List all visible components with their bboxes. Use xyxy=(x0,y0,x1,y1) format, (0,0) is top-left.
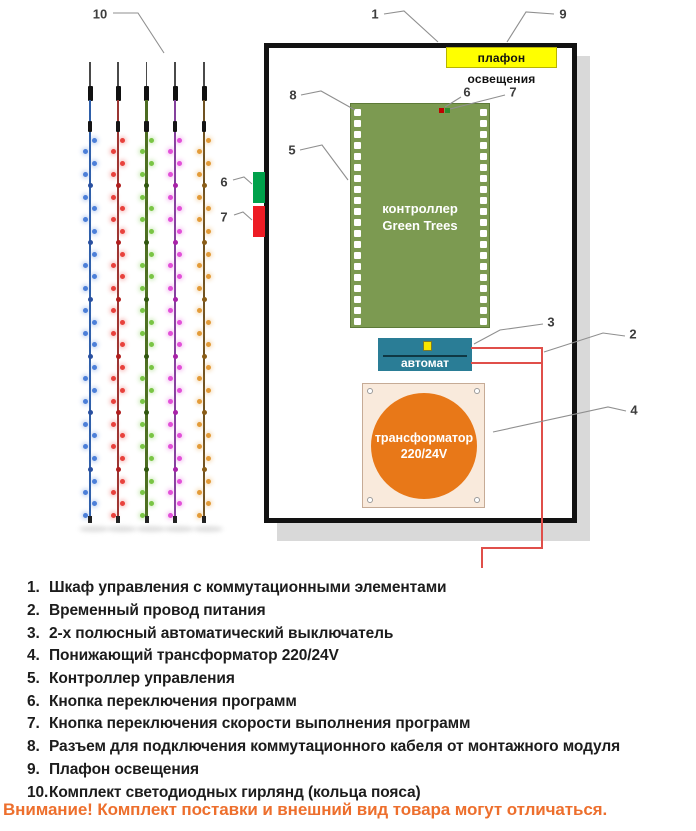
string-connector xyxy=(173,86,178,101)
string-connector xyxy=(144,86,149,101)
led-dot xyxy=(168,308,173,313)
controller-title-line1: контроллер xyxy=(382,201,458,216)
string-connector xyxy=(116,86,121,101)
legend-item-number: 4. xyxy=(27,647,40,665)
led-dot xyxy=(206,456,211,461)
led-dot xyxy=(111,422,116,427)
led-dot xyxy=(120,433,125,438)
transformer-title-line1: трансформатор xyxy=(374,431,474,445)
led-dot xyxy=(173,297,178,302)
led-dot xyxy=(149,501,154,506)
program-button xyxy=(253,172,265,203)
string-connector xyxy=(88,121,93,132)
led-dot xyxy=(92,501,97,506)
controller-title xyxy=(351,200,489,234)
led-dot xyxy=(140,376,145,381)
led-dot xyxy=(83,263,88,268)
legend-item xyxy=(27,600,687,623)
led-dot xyxy=(83,331,88,336)
callout-number-6: 6 xyxy=(463,84,471,100)
terminal-pin xyxy=(480,175,487,182)
legend-item xyxy=(27,759,687,782)
led-dot xyxy=(197,399,202,404)
led-dot xyxy=(83,376,88,381)
led-dot xyxy=(83,217,88,222)
string-connector xyxy=(202,86,207,101)
led-dot xyxy=(206,388,211,393)
led-dot xyxy=(149,138,154,143)
led-dot xyxy=(177,456,182,461)
led-dot xyxy=(88,183,93,188)
led-dot xyxy=(111,376,116,381)
led-dot xyxy=(197,376,202,381)
led-dot xyxy=(111,286,116,291)
led-dot xyxy=(206,138,211,143)
legend-item-text: Шкаф управления с коммутационными элементами xyxy=(49,579,447,597)
terminal-pin xyxy=(354,109,361,116)
led-dot xyxy=(197,172,202,177)
legend-item-number: 8. xyxy=(27,738,40,756)
legend-item xyxy=(27,668,687,691)
legend-item-text: Понижающий трансформатор 220/24V xyxy=(49,647,339,665)
led-dot xyxy=(120,479,125,484)
led-dot xyxy=(168,490,173,495)
terminal-pin xyxy=(354,120,361,127)
led-dot xyxy=(116,240,121,245)
legend-item-number: 6. xyxy=(27,692,40,710)
transformer-coil xyxy=(371,393,477,499)
led-dot xyxy=(149,274,154,279)
legend-item-text: Временный провод питания xyxy=(49,602,266,620)
led-dot xyxy=(120,365,125,370)
string-wire xyxy=(117,100,120,518)
led-dot xyxy=(111,331,116,336)
led-dot xyxy=(92,342,97,347)
led-dot xyxy=(120,229,125,234)
led-dot xyxy=(197,217,202,222)
led-dot xyxy=(149,320,154,325)
string-connector xyxy=(144,121,149,132)
legend-item xyxy=(27,577,687,600)
indicator-green-dot xyxy=(445,108,450,113)
circuit-breaker xyxy=(378,338,472,371)
led-dot xyxy=(197,308,202,313)
led-dot xyxy=(92,433,97,438)
controller-board xyxy=(350,103,490,328)
led-dot xyxy=(206,501,211,506)
led-dot xyxy=(173,240,178,245)
led-dot xyxy=(206,479,211,484)
led-dot xyxy=(144,183,149,188)
legend-item-number: 7. xyxy=(27,715,40,733)
led-dot xyxy=(88,240,93,245)
led-dot xyxy=(92,252,97,257)
led-dot xyxy=(111,149,116,154)
string-wire xyxy=(89,100,92,518)
led-dot xyxy=(116,410,121,415)
led-dot xyxy=(140,195,145,200)
terminal-pin xyxy=(480,142,487,149)
callout-number-7: 7 xyxy=(220,209,228,225)
plafon-label: плафон освещения xyxy=(446,47,557,68)
terminal-pin xyxy=(480,318,487,325)
led-dot xyxy=(206,229,211,234)
string-ground-shadow xyxy=(136,526,166,532)
led-dot xyxy=(173,410,178,415)
led-dot xyxy=(168,172,173,177)
legend-item-text: 2-х полюсный автоматический выключатель xyxy=(49,624,394,642)
led-dot xyxy=(92,138,97,143)
terminal-pin xyxy=(480,186,487,193)
led-dot xyxy=(120,274,125,279)
terminal-pin xyxy=(480,263,487,270)
wire-tip xyxy=(117,62,119,86)
led-dot xyxy=(168,149,173,154)
led-dot xyxy=(116,467,121,472)
led-dot xyxy=(144,410,149,415)
led-dot xyxy=(120,388,125,393)
terminal-pin xyxy=(354,318,361,325)
led-dot xyxy=(177,342,182,347)
led-dot xyxy=(92,365,97,370)
led-dot xyxy=(177,479,182,484)
legend-item-number: 9. xyxy=(27,760,40,778)
led-dot xyxy=(111,444,116,449)
led-dot xyxy=(92,229,97,234)
indicator-red-dot xyxy=(439,108,444,113)
led-dot xyxy=(140,422,145,427)
led-dot xyxy=(173,354,178,359)
legend-item-text: Разъем для подключения коммутационного кабеля от монтажного модуля xyxy=(49,738,621,756)
legend-item-text: Кнопка переключения скорости выполнения программ xyxy=(49,715,471,733)
legend-item-number: 3. xyxy=(27,624,40,642)
led-dot xyxy=(168,195,173,200)
led-dot xyxy=(197,286,202,291)
terminal-pin xyxy=(354,142,361,149)
wire-tip xyxy=(203,62,205,86)
terminal-pin xyxy=(354,186,361,193)
led-dot xyxy=(202,410,207,415)
led-dot xyxy=(168,217,173,222)
string-connector xyxy=(88,86,93,101)
terminal-pin xyxy=(354,252,361,259)
legend-item-number: 5. xyxy=(27,670,40,688)
string-ground-shadow xyxy=(79,526,109,532)
led-dot xyxy=(140,490,145,495)
led-dot xyxy=(206,365,211,370)
terminal-pin xyxy=(354,153,361,160)
led-dot xyxy=(140,263,145,268)
led-dot xyxy=(111,308,116,313)
led-dot xyxy=(168,422,173,427)
string-ground-shadow xyxy=(193,526,223,532)
terminal-pin xyxy=(354,307,361,314)
screw-icon xyxy=(474,497,480,503)
terminal-pin xyxy=(480,153,487,160)
string-end-tip xyxy=(88,516,92,523)
led-dot xyxy=(83,399,88,404)
led-dot xyxy=(149,456,154,461)
led-dot xyxy=(149,252,154,257)
callout-number-9: 9 xyxy=(559,6,567,22)
screw-icon xyxy=(367,388,373,394)
led-dot xyxy=(149,161,154,166)
callout-number-8: 8 xyxy=(289,87,297,103)
led-dot xyxy=(168,444,173,449)
callout-number-3: 3 xyxy=(547,314,555,330)
callout-number-5: 5 xyxy=(288,142,296,158)
callout-leader-line xyxy=(233,177,252,184)
led-dot xyxy=(92,206,97,211)
led-dot xyxy=(168,399,173,404)
led-dot xyxy=(168,263,173,268)
led-dot xyxy=(206,342,211,347)
led-dot xyxy=(116,183,121,188)
legend-item xyxy=(27,713,687,736)
led-dot xyxy=(140,444,145,449)
led-dot xyxy=(144,297,149,302)
wire-tip xyxy=(174,62,176,86)
led-dot xyxy=(111,195,116,200)
led-dot xyxy=(149,206,154,211)
led-dot xyxy=(202,467,207,472)
led-dot xyxy=(120,501,125,506)
legend-item-number: 10. xyxy=(27,783,49,801)
transformer-title xyxy=(371,430,477,462)
terminal-pin xyxy=(354,285,361,292)
terminal-pin xyxy=(480,109,487,116)
terminal-pin xyxy=(354,175,361,182)
string-connector xyxy=(173,121,178,132)
callout-number-6: 6 xyxy=(220,174,228,190)
controller-title-line2: Green Trees xyxy=(382,218,458,233)
led-dot xyxy=(202,240,207,245)
terminal-pin xyxy=(480,285,487,292)
led-dot xyxy=(206,274,211,279)
led-dot xyxy=(92,161,97,166)
led-dot xyxy=(149,433,154,438)
string-end-tip xyxy=(202,516,206,523)
led-dot xyxy=(173,467,178,472)
terminal-pin xyxy=(354,241,361,248)
wire-tip xyxy=(146,62,148,86)
led-dot xyxy=(202,183,207,188)
string-connector xyxy=(202,121,207,132)
led-dot xyxy=(92,274,97,279)
led-dot xyxy=(144,354,149,359)
led-dot xyxy=(177,229,182,234)
led-dot xyxy=(197,422,202,427)
led-dot xyxy=(83,444,88,449)
led-dot xyxy=(177,252,182,257)
led-dot xyxy=(83,172,88,177)
led-dot xyxy=(173,183,178,188)
led-dot xyxy=(197,490,202,495)
led-dot xyxy=(140,172,145,177)
led-dot xyxy=(140,399,145,404)
legend-item xyxy=(27,736,687,759)
led-dot xyxy=(111,490,116,495)
transformer-title-line2: 220/24V xyxy=(400,447,448,461)
led-dot xyxy=(92,479,97,484)
callout-number-2: 2 xyxy=(629,326,637,342)
led-dot xyxy=(83,422,88,427)
led-dot xyxy=(177,501,182,506)
legend-item-number: 2. xyxy=(27,602,40,620)
callout-number-10: 10 xyxy=(92,6,108,22)
led-dot xyxy=(149,229,154,234)
terminal-pin xyxy=(480,164,487,171)
led-dot xyxy=(206,206,211,211)
led-dot xyxy=(177,138,182,143)
terminal-pin xyxy=(480,274,487,281)
led-dot xyxy=(111,172,116,177)
string-wire xyxy=(203,100,206,518)
led-dot xyxy=(92,320,97,325)
led-dot xyxy=(88,354,93,359)
legend-item-text: Плафон освещения xyxy=(49,760,199,778)
led-dot xyxy=(120,252,125,257)
terminal-pin xyxy=(354,274,361,281)
legend-list xyxy=(27,577,687,804)
led-dot xyxy=(168,376,173,381)
led-dot xyxy=(111,217,116,222)
led-dot xyxy=(168,331,173,336)
led-dot xyxy=(177,388,182,393)
breaker-label: автомат xyxy=(400,356,450,370)
terminal-pin xyxy=(480,120,487,127)
led-dot xyxy=(177,206,182,211)
led-dot xyxy=(149,388,154,393)
led-dot xyxy=(140,286,145,291)
led-dot xyxy=(149,342,154,347)
string-end-tip xyxy=(145,516,149,523)
led-dot xyxy=(197,195,202,200)
led-dot xyxy=(177,365,182,370)
led-dot xyxy=(140,217,145,222)
led-dot xyxy=(88,297,93,302)
callout-leader-line xyxy=(113,13,164,53)
terminal-pin xyxy=(354,131,361,138)
led-dot xyxy=(144,240,149,245)
callout-leader-line xyxy=(507,12,554,42)
terminal-pin xyxy=(354,296,361,303)
led-dot xyxy=(120,206,125,211)
led-dot xyxy=(149,479,154,484)
string-ground-shadow xyxy=(164,526,194,532)
legend-item xyxy=(27,622,687,645)
terminal-pin xyxy=(480,296,487,303)
led-dot xyxy=(197,149,202,154)
led-dot xyxy=(140,149,145,154)
legend-item-text: Комплект светодиодных гирлянд (кольца пояса) xyxy=(49,783,421,801)
led-dot xyxy=(144,467,149,472)
led-dot xyxy=(168,286,173,291)
string-wire xyxy=(145,100,148,518)
legend-item xyxy=(27,690,687,713)
led-dot xyxy=(120,456,125,461)
callout-leader-line xyxy=(234,212,252,220)
led-dot xyxy=(92,456,97,461)
led-dot xyxy=(206,320,211,325)
string-end-tip xyxy=(116,516,120,523)
led-dot xyxy=(111,263,116,268)
led-dot xyxy=(206,252,211,257)
legend-item-text: Контроллер управления xyxy=(49,670,235,688)
led-dot xyxy=(197,444,202,449)
led-dot xyxy=(116,297,121,302)
led-dot xyxy=(83,490,88,495)
led-dot xyxy=(116,354,121,359)
string-wire xyxy=(174,100,177,518)
legend-item xyxy=(27,645,687,668)
led-dot xyxy=(197,263,202,268)
terminal-pin xyxy=(480,252,487,259)
led-dot xyxy=(206,433,211,438)
breaker-switch xyxy=(423,341,432,351)
string-connector xyxy=(116,121,121,132)
led-dot xyxy=(140,308,145,313)
wire-tip xyxy=(89,62,91,86)
terminal-pin xyxy=(480,307,487,314)
legend-item-text: Кнопка переключения программ xyxy=(49,692,297,710)
speed-button xyxy=(253,206,265,237)
led-dot xyxy=(206,161,211,166)
led-dot xyxy=(88,410,93,415)
terminal-pin xyxy=(354,263,361,270)
led-dot xyxy=(177,320,182,325)
callout-number-4: 4 xyxy=(630,402,638,418)
callout-leader-line xyxy=(384,11,438,42)
callout-number-7: 7 xyxy=(509,84,517,100)
led-dot xyxy=(120,161,125,166)
led-dot xyxy=(120,138,125,143)
led-dot xyxy=(177,433,182,438)
led-dot xyxy=(88,467,93,472)
terminal-pin xyxy=(480,131,487,138)
string-ground-shadow xyxy=(107,526,137,532)
led-dot xyxy=(92,388,97,393)
string-end-tip xyxy=(173,516,177,523)
led-dot xyxy=(83,286,88,291)
terminal-pin xyxy=(480,241,487,248)
led-dot xyxy=(177,161,182,166)
led-dot xyxy=(111,399,116,404)
warning-text: Внимание! Комплект поставки и внешний вид товара могут отличаться. xyxy=(3,800,608,819)
transformer-plate xyxy=(362,383,485,508)
terminal-pin xyxy=(354,164,361,171)
screw-icon xyxy=(474,388,480,394)
led-dot xyxy=(202,297,207,302)
led-dot xyxy=(177,274,182,279)
led-dot xyxy=(140,331,145,336)
led-dot xyxy=(120,342,125,347)
led-dot xyxy=(83,308,88,313)
led-dot xyxy=(83,195,88,200)
led-dot xyxy=(83,149,88,154)
led-dot xyxy=(197,331,202,336)
screw-icon xyxy=(367,497,373,503)
led-dot xyxy=(149,365,154,370)
led-dot xyxy=(120,320,125,325)
led-dot xyxy=(202,354,207,359)
callout-number-1: 1 xyxy=(371,6,379,22)
legend-item-number: 1. xyxy=(27,579,40,597)
